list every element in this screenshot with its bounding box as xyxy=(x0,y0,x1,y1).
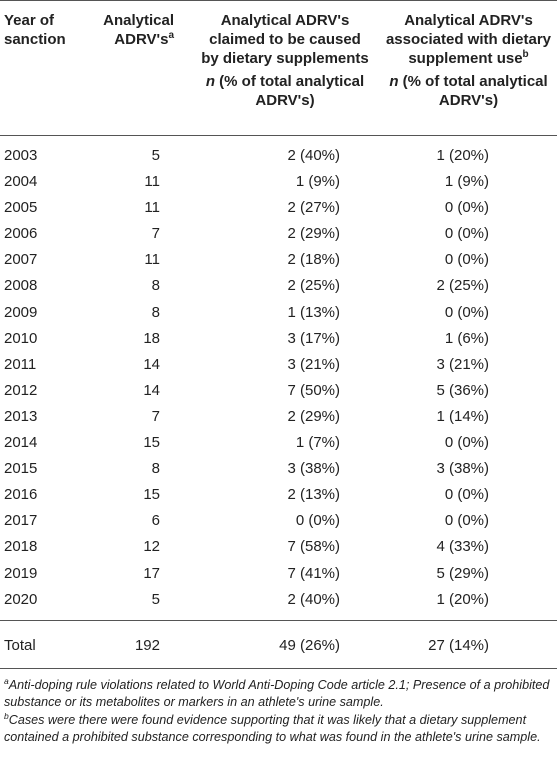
cell-analytical: 8 xyxy=(151,277,160,295)
cell-year: 2018 xyxy=(4,538,38,556)
cell-analytical: 11 xyxy=(144,199,160,217)
footnote-b-text: Cases were there were found evidence supporting that it was likely that a dietary supplement contained a prohibited substance corresponding to what was found in the athlete's urine sample. xyxy=(4,713,541,744)
header-analytical xyxy=(92,11,174,49)
cell-year: 2011 xyxy=(4,355,37,373)
cell-analytical: 12 xyxy=(143,538,160,556)
cell-claimed: 0 (0%) xyxy=(295,512,340,530)
footnote-a xyxy=(4,677,554,711)
cell-year: 2003 xyxy=(4,147,38,164)
table-row xyxy=(0,247,557,273)
cell-associated: 3 (21%) xyxy=(436,355,489,373)
footnote-a-marker: a xyxy=(168,30,174,41)
cell-year: 2007 xyxy=(4,251,38,269)
cell-claimed: 1 (9%) xyxy=(295,173,340,191)
table-row xyxy=(0,534,557,560)
cell-associated: 4 (33%) xyxy=(436,538,489,556)
cell-associated: 2 (25%) xyxy=(436,277,489,295)
cell-analytical: 15 xyxy=(143,486,160,504)
table-row xyxy=(0,352,557,378)
footnote-b-marker: b xyxy=(522,49,529,60)
header-analytical-text: Analytical ADRV's xyxy=(103,12,174,48)
cell-year: 2010 xyxy=(4,329,38,347)
table-body xyxy=(0,143,557,613)
table-row xyxy=(0,273,557,299)
cell-analytical: 11 xyxy=(144,173,160,191)
footnote-b-mark: b xyxy=(4,710,9,721)
cell-year: 2014 xyxy=(4,434,38,452)
table-row xyxy=(0,561,557,587)
cell-claimed: 2 (40%) xyxy=(287,590,340,608)
header-associated-sub xyxy=(380,72,557,110)
header-associated xyxy=(380,11,557,110)
table-row xyxy=(0,404,557,430)
header-claimed-n: n xyxy=(205,73,215,90)
header-claimed-text: Analytical ADRV's claimed to be caused by dietary supplements xyxy=(201,12,369,67)
cell-associated: 0 (0%) xyxy=(444,251,489,269)
cell-year: 2004 xyxy=(4,173,38,191)
total-associated: 27 (14%) xyxy=(428,637,489,654)
cell-analytical: 6 xyxy=(151,512,160,530)
cell-analytical: 7 xyxy=(151,225,160,243)
header-associated-n: n xyxy=(389,73,399,90)
cell-year: 2016 xyxy=(4,486,38,504)
cell-analytical: 8 xyxy=(151,460,160,478)
total-label: Total xyxy=(4,637,36,654)
cell-claimed: 2 (25%) xyxy=(287,277,340,295)
cell-associated: 0 (0%) xyxy=(444,225,489,243)
header-year xyxy=(4,11,94,49)
header-associated-text: Analytical ADRV's associated with dietary supplement use xyxy=(385,12,552,67)
cell-analytical: 8 xyxy=(151,303,160,321)
cell-associated: 0 (0%) xyxy=(444,512,489,530)
cell-claimed: 1 (7%) xyxy=(295,434,340,452)
cell-associated: 0 (0%) xyxy=(444,303,489,321)
cell-analytical: 11 xyxy=(144,251,160,269)
cell-associated: 0 (0%) xyxy=(444,434,489,452)
cell-associated: 0 (0%) xyxy=(444,486,489,504)
total-row xyxy=(0,633,557,659)
cell-associated: 0 (0%) xyxy=(444,199,489,217)
total-rule xyxy=(0,620,557,621)
cell-associated: 1 (14%) xyxy=(436,407,489,425)
cell-claimed: 2 (18%) xyxy=(287,251,340,269)
cell-claimed: 7 (41%) xyxy=(287,564,340,582)
cell-claimed: 7 (58%) xyxy=(287,538,340,556)
header-claimed xyxy=(200,11,370,110)
cell-claimed: 3 (38%) xyxy=(287,460,340,478)
cell-claimed: 2 (29%) xyxy=(287,225,340,243)
cell-year: 2009 xyxy=(4,303,38,321)
cell-analytical: 5 xyxy=(151,147,160,164)
cell-associated: 3 (38%) xyxy=(436,460,489,478)
cell-claimed: 2 (29%) xyxy=(287,407,340,425)
cell-analytical: 7 xyxy=(151,407,160,425)
cell-claimed: 7 (50%) xyxy=(287,381,340,399)
table-row xyxy=(0,378,557,404)
table-row xyxy=(0,169,557,195)
table-row xyxy=(0,430,557,456)
table-row xyxy=(0,326,557,352)
footnote-a-mark: a xyxy=(4,675,9,686)
table-row xyxy=(0,587,557,613)
table-bottom-rule xyxy=(0,668,557,669)
cell-analytical: 15 xyxy=(143,434,160,452)
footnote-a-text: Anti-doping rule violations related to World Anti-Doping Code article 2.1; Presence of a prohibited substance or its metabolites or markers in an athlete's urine sample. xyxy=(4,678,550,709)
header-rule xyxy=(0,135,557,136)
table-row xyxy=(0,456,557,482)
cell-claimed: 1 (13%) xyxy=(287,303,340,321)
cell-analytical: 18 xyxy=(143,329,160,347)
table-top-rule xyxy=(0,0,557,1)
header-claimed-sub-text: (% of total analytical ADRV's) xyxy=(214,73,365,109)
cell-year: 2012 xyxy=(4,381,38,399)
table-row xyxy=(0,195,557,221)
cell-analytical: 14 xyxy=(143,355,160,373)
cell-year: 2015 xyxy=(4,460,38,478)
cell-associated: 5 (36%) xyxy=(436,381,489,399)
cell-associated: 1 (9%) xyxy=(444,173,489,191)
footnote-b xyxy=(4,712,554,746)
header-associated-sub-text: (% of total analytical ADRV's) xyxy=(398,73,548,109)
header-year-text: Year of sanction xyxy=(4,12,66,48)
total-claimed: 49 (26%) xyxy=(279,637,340,654)
table-row xyxy=(0,221,557,247)
cell-year: 2006 xyxy=(4,225,38,243)
table-row xyxy=(0,482,557,508)
cell-claimed: 2 (40%) xyxy=(287,147,340,164)
cell-associated: 1 (20%) xyxy=(436,147,489,164)
footnotes xyxy=(4,677,554,747)
cell-claimed: 2 (13%) xyxy=(287,486,340,504)
cell-claimed: 2 (27%) xyxy=(287,199,340,217)
table-row xyxy=(0,143,557,169)
cell-year: 2020 xyxy=(4,590,38,608)
header-claimed-sub xyxy=(200,72,370,110)
cell-analytical: 14 xyxy=(143,381,160,399)
cell-analytical: 5 xyxy=(151,590,160,608)
cell-claimed: 3 (21%) xyxy=(287,355,340,373)
table-row xyxy=(0,508,557,534)
cell-year: 2019 xyxy=(4,564,38,582)
cell-year: 2008 xyxy=(4,277,38,295)
cell-year: 2013 xyxy=(4,407,38,425)
cell-year: 2017 xyxy=(4,512,38,530)
table-row xyxy=(0,300,557,326)
cell-associated: 1 (6%) xyxy=(444,329,489,347)
cell-claimed: 3 (17%) xyxy=(287,329,340,347)
cell-associated: 1 (20%) xyxy=(436,590,489,608)
total-analytical: 192 xyxy=(134,637,160,654)
cell-associated: 5 (29%) xyxy=(436,564,489,582)
cell-analytical: 17 xyxy=(143,564,160,582)
cell-year: 2005 xyxy=(4,199,38,217)
